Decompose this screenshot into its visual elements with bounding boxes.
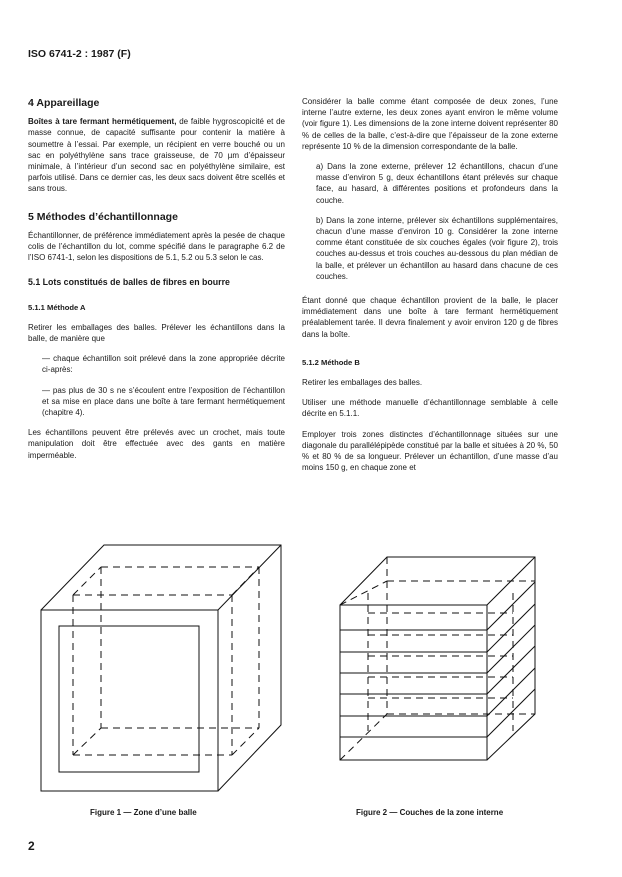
method-b-p2: Utiliser une méthode manuelle d’échantillonnage semblable à celle décrite en 5.1.1.	[302, 398, 558, 419]
method-b-p3: Employer trois zones distinctes d’échantillonnage situées sur une diagonale du parallélépipède constitué par la balle et situées à 20 %, 50 % et 80 % de sa longueur. Prélever un échantillon, d’une masse d’au moins 150 g, en chaque zone et	[302, 429, 558, 473]
figure-1-caption: Figure 1 — Zone d’une balle	[90, 808, 197, 817]
section-5-title: 5 Méthodes d’échantillonnage	[28, 210, 178, 223]
section-5-1-1-note: Les échantillons peuvent être prélevés avec un crochet, mais toute manipulation doit être effectuée avec des gants en matière imperméable.	[28, 428, 285, 460]
left-column	[28, 98, 285, 461]
section-5-1-1-intro: Retirer les emballages des balles. Prélever les échantillons dans la balle, de manière que	[28, 322, 285, 344]
placement-paragraph: Étant donné que chaque échantillon provient de la balle, le placer immédiatement dans une boîte à tare fermant hermétiquement préalablement tarée. Il devra finalement y avoir environ 120 g de fibres dans la boîte.	[302, 296, 558, 339]
item-a: a) Dans la zone externe, prélever 12 échantillons, chacun d’une masse d’environ 5 g, deux échantillons étant prélevés sur chaque face, au hasard, à différentes positions et profondeurs dans la couche.	[316, 162, 558, 205]
section-4-lead: Boîtes à tare fermant hermétiquement,	[28, 117, 177, 127]
figure-2-drawing	[338, 553, 538, 763]
section-4-title: 4 Appareillage	[28, 97, 100, 109]
item-b: b) Dans la zone interne, prélever six échantillons supplémentaires, chacun d’une masse d’environ 10 g. Considérer la zone interne comme étant constituée de six couches égales (voir figure 2), trois couches au-dessus et trois couches au-dessous du plan médian de la balle, et prélever un échantillon au hasard dans chacune de ces couches.	[316, 215, 558, 281]
right-column	[302, 96, 558, 473]
section-5-1-1-title: 5.1.1 Méthode A	[28, 302, 86, 312]
section-5-1-2-title: 5.1.2 Méthode B	[302, 357, 360, 367]
section-5-1-1-dash-1: — chaque échantillon soit prélevé dans la zone appropriée décrite ci-après:	[42, 354, 285, 375]
figure-2-caption: Figure 2 — Couches de la zone interne	[356, 808, 504, 817]
section-4-text: de faible hygroscopicité et de masse connue, de capacité suffisante pour contenir la matière à soumettre à l’essai. Par exemple, un récipient en verre bouché ou un sac en polyéthylène sans trace graisseuse, de 70 µm d’épaisseur minimale, à l’intérieur d’un second sac en polyéthylène similaire, est parfois utilisé. Dans ce dernier cas, les deux sacs doivent être scellés et sans trous.	[28, 117, 285, 194]
section-5-1-title: 5.1 Lots constitués de balles de fibres en bourre	[28, 277, 230, 288]
section-4-body	[28, 116, 285, 194]
section-5-body: Échantillonner, de préférence immédiatement après la pesée de chaque colis de l’échantillon du lot, comme spécifié dans le paragraphe 6.2 de l’ISO 6741-1, selon les dispositions de 5.1, 5.2 ou 5.3 selon le cas.	[28, 230, 285, 263]
page-number: 2	[28, 839, 35, 853]
document-id: ISO 6741-2 : 1987 (F)	[28, 48, 131, 60]
zones-paragraph: Considérer la balle comme étant composée de deux zones, l’une interne l’autre externe, les deux zones ayant environ le même volume (voir figure 1). Les dimensions de la zone interne doivent représenter 80 % de celles de la balle, c’est-à-dire que l’épaisseur de la zone externe représente 10 % de la dimension correspondante de la balle.	[302, 97, 558, 151]
method-b-p1: Retirer les emballages des balles.	[302, 378, 423, 388]
figure-1-drawing	[40, 530, 290, 795]
section-5-1-1-dash-2: — pas plus de 30 s ne s’écoulent entre l’exposition de l’échantillon et sa mise en place dans une boîte à tare fermant hermétiquement (chapitre 4).	[42, 385, 285, 418]
